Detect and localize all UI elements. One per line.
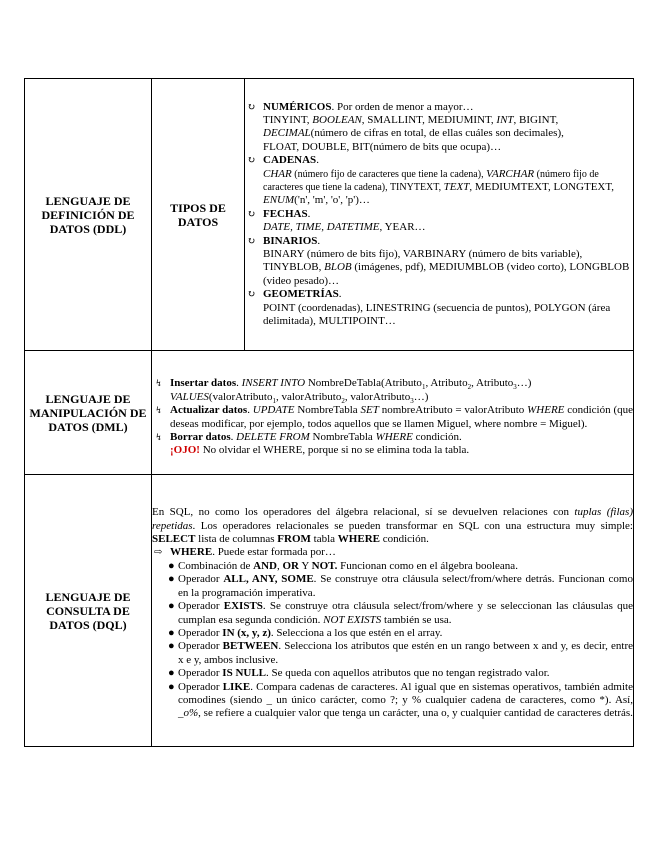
text: condición. bbox=[412, 430, 462, 443]
text: DECIMAL bbox=[263, 127, 311, 140]
text: Y bbox=[299, 559, 312, 572]
text: . Se construye otra cláusula select/from/where detrás. Funcionan como en la programación imperativa. bbox=[178, 573, 633, 599]
text: . Los operadores relacionales se pueden transformar en SQL con una estructura muy simple: bbox=[192, 519, 633, 532]
fechas-heading: FECHAS bbox=[263, 207, 308, 220]
fechas-block bbox=[245, 208, 633, 235]
text: OR bbox=[282, 559, 299, 572]
text: . bbox=[247, 404, 253, 417]
cadenas-block bbox=[245, 154, 633, 208]
text: . bbox=[236, 377, 242, 390]
delete-item bbox=[152, 431, 633, 458]
text: NOT EXISTS bbox=[323, 613, 382, 626]
bullet-dot: ● bbox=[168, 573, 175, 586]
text: IS NULL bbox=[222, 667, 267, 680]
text: , bbox=[277, 559, 283, 572]
text: también se usa. bbox=[381, 613, 452, 626]
text: Actualizar datos bbox=[170, 404, 248, 417]
text: Borrar datos bbox=[170, 430, 231, 443]
text: FLOAT, DOUBLE, BIT(número de bits que ocupa)… bbox=[263, 140, 502, 153]
text: BOOLEAN bbox=[312, 113, 362, 126]
text: nombreAtributo = valorAtributo bbox=[378, 404, 528, 417]
dml-title: LENGUAJE DE MANIPULACIÓN DE DATOS (DML) bbox=[25, 351, 152, 475]
numericos-intro: . Por orden de menor a mayor… bbox=[331, 100, 474, 113]
text: 3 bbox=[410, 396, 414, 405]
text: , BIGINT, bbox=[513, 113, 559, 126]
bullet-between bbox=[152, 640, 633, 667]
dql-title: LENGUAJE DE CONSULTA DE DATOS (DQL) bbox=[25, 475, 152, 747]
text: Combinación de bbox=[178, 559, 254, 572]
clockwise-circle-icon: ↻ bbox=[247, 235, 256, 247]
text: LIKE bbox=[222, 680, 251, 693]
text: BETWEEN bbox=[222, 640, 279, 653]
text: , MEDIUMTEXT, LONGTEXT, bbox=[469, 180, 615, 193]
text: , YEAR… bbox=[379, 221, 426, 234]
hand-arrow-icon: ↯ bbox=[155, 378, 163, 389]
numericos-block bbox=[245, 101, 633, 155]
pointing-arrow-icon: ⇨ bbox=[154, 547, 163, 559]
text: (valorAtributo bbox=[208, 390, 273, 403]
text: . bbox=[307, 207, 311, 220]
text: FROM bbox=[277, 533, 311, 546]
text: , Atributo bbox=[425, 377, 468, 390]
text: Funcionan como en el álgebra booleana. bbox=[337, 559, 518, 572]
bullet-dot: ● bbox=[168, 667, 175, 680]
binarios-heading: BINARIOS bbox=[263, 234, 318, 247]
text: . Selecciona los atributos que estén en un rango between x and y, es decir, entre x e y, ambos inclusive. bbox=[178, 640, 633, 666]
bullet-dot: ● bbox=[168, 640, 175, 653]
warning-label: ¡OJO! bbox=[170, 444, 200, 457]
text: WHERE bbox=[527, 404, 565, 417]
text: . bbox=[230, 430, 237, 443]
cadenas-heading: CADENAS bbox=[263, 154, 317, 167]
hand-arrow-icon: ↯ bbox=[155, 431, 163, 442]
text: SELECT bbox=[152, 533, 196, 546]
text: POINT (coordenadas), LINESTRING (secuencia de puntos), POLYGON (área delimitada), MULTIPOINT… bbox=[263, 301, 611, 328]
clockwise-circle-icon: ↻ bbox=[247, 101, 256, 113]
text: CHAR bbox=[263, 167, 292, 180]
text: TEXT bbox=[443, 180, 470, 193]
text: . Se queda con aquellos atributos que no tengan registrado valor. bbox=[266, 667, 550, 680]
binarios-block bbox=[245, 235, 633, 289]
bullet-all bbox=[152, 573, 633, 600]
hand-arrow-icon: ↯ bbox=[155, 405, 163, 416]
text: Operador bbox=[178, 626, 223, 639]
text: BINARY (número de bits fijo), VARBINARY (número de bits variable), TINYBLOB, bbox=[263, 248, 583, 274]
text: 2 bbox=[467, 383, 472, 392]
text: . bbox=[338, 288, 342, 301]
text: AND bbox=[253, 559, 277, 572]
update-item bbox=[152, 404, 633, 431]
text: , SMALLINT, MEDIUMINT, bbox=[361, 113, 497, 126]
geometrias-heading: GEOMETRÍAS bbox=[263, 288, 339, 301]
text: . bbox=[316, 154, 319, 167]
clockwise-circle-icon: ↻ bbox=[247, 289, 256, 301]
dql-intro bbox=[152, 506, 633, 546]
ddl-row bbox=[25, 79, 634, 351]
text: (número fijo de caracteres que tiene la cadena), bbox=[291, 168, 487, 180]
text: SET bbox=[360, 404, 379, 417]
text: Operador bbox=[178, 573, 224, 586]
text: NombreTabla bbox=[309, 430, 376, 443]
sql-summary-table bbox=[24, 78, 634, 747]
dql-content bbox=[152, 475, 634, 747]
dml-row bbox=[25, 351, 634, 475]
text: lista de columnas bbox=[195, 533, 278, 546]
text: tabla bbox=[310, 533, 338, 546]
text: En SQL, no como los operadores del álgebra relacional, sí se devuelven relaciones con bbox=[152, 506, 575, 519]
text: INT bbox=[496, 113, 514, 126]
text: . Puede estar formada por… bbox=[212, 546, 336, 559]
bullet-and bbox=[152, 560, 633, 573]
text: Operador bbox=[178, 680, 223, 693]
numericos-heading: NUMÉRICOS bbox=[263, 100, 332, 113]
text: EXISTS bbox=[223, 600, 263, 613]
text: . Se construye otra cláusula select/from/where y se seleccionan las cláusulas que cumplan esa segunda condición. bbox=[178, 600, 633, 626]
text: DELETE FROM bbox=[236, 430, 310, 443]
text: , Atributo bbox=[471, 377, 514, 390]
text: INSERT INTO bbox=[241, 377, 306, 390]
text: Operador bbox=[178, 640, 223, 653]
insert-item bbox=[152, 377, 633, 404]
text: 1 bbox=[421, 383, 426, 392]
text: 2 bbox=[341, 396, 345, 405]
geometrias-block bbox=[245, 288, 633, 328]
text: …) bbox=[413, 390, 429, 403]
text: NOT. bbox=[311, 559, 338, 572]
bullet-dot: ● bbox=[168, 626, 175, 639]
text: . Selecciona a los que estén en el array. bbox=[270, 626, 443, 639]
text: NombreDeTabla(Atributo bbox=[305, 377, 422, 390]
ddl-subtitle: TIPOS DE DATOS bbox=[152, 79, 245, 351]
ddl-content bbox=[245, 79, 634, 351]
text: WHERE bbox=[337, 533, 380, 546]
text: (número de cifras en total, de ellas cuáles son decimales), bbox=[310, 127, 564, 140]
text: NombreTabla bbox=[294, 404, 361, 417]
text: WHERE bbox=[170, 546, 213, 559]
bullet-in bbox=[152, 627, 633, 640]
text: (imágenes, pdf), MEDIUMBLOB (video corto), LONGBLOB (video pesado)… bbox=[263, 261, 630, 287]
text: VALUES bbox=[170, 390, 209, 403]
text: WHERE bbox=[375, 430, 413, 443]
text: (número fijo de caracteres que tiene la cadena), TINYTEXT, bbox=[263, 168, 599, 193]
text: 3 bbox=[513, 383, 517, 392]
text: Operador bbox=[178, 600, 224, 613]
where-item bbox=[152, 546, 633, 559]
text: . bbox=[317, 234, 321, 247]
text: , valorAtributo bbox=[275, 390, 342, 403]
text: DATE, TIME, DATETIME bbox=[263, 221, 380, 234]
text: …) bbox=[516, 377, 532, 390]
bullet-dot: ● bbox=[168, 559, 175, 572]
text: VARCHAR bbox=[486, 167, 535, 180]
text: Insertar datos bbox=[170, 377, 237, 390]
bullet-dot: ● bbox=[168, 680, 175, 693]
text: , se refiere a cualquier valor que tenga un carácter, una o, y cualquier cantidad de caracteres detrás. bbox=[198, 707, 633, 720]
text: UPDATE bbox=[252, 404, 295, 417]
text: No olvidar el WHERE, porque si no se elimina toda la tabla. bbox=[199, 444, 470, 457]
text: condición (que deseas modificar, por ejemplo, todos aquellos que se llamen Miguel, where nombre = Miguel). bbox=[170, 404, 633, 430]
clockwise-circle-icon: ↻ bbox=[247, 155, 256, 167]
text: TINYINT, bbox=[263, 113, 313, 126]
dml-content bbox=[152, 351, 634, 475]
text: . Compara cadenas de caracteres. Al igual que en sistemas operativos, también admite comodines (siendo _ un único carácter, como ?; y % cualquier cadena de caracteres, como *). Así, bbox=[178, 680, 633, 706]
dql-row bbox=[25, 475, 634, 747]
text: ALL, ANY, SOME bbox=[223, 573, 314, 586]
text: ENUM bbox=[263, 194, 295, 207]
text: condición. bbox=[379, 533, 429, 546]
bullet-exists bbox=[152, 600, 633, 627]
text: Operador bbox=[178, 667, 223, 680]
text: , valorAtributo bbox=[344, 390, 411, 403]
text: IN (x, y, z) bbox=[222, 626, 271, 639]
bullet-like bbox=[152, 681, 633, 721]
text: ('n', 'm', 'o', 'p')… bbox=[294, 194, 370, 207]
text: BLOB bbox=[324, 261, 352, 274]
bullet-dot: ● bbox=[168, 600, 175, 613]
clockwise-circle-icon: ↻ bbox=[247, 208, 256, 220]
ddl-title: LENGUAJE DE DEFINICIÓN DE DATOS (DDL) bbox=[25, 79, 152, 351]
text: 1 bbox=[272, 396, 276, 405]
text: tuplas (filas) repetidas bbox=[152, 506, 633, 532]
bullet-isnull bbox=[152, 667, 633, 680]
text: _o% bbox=[178, 707, 199, 720]
